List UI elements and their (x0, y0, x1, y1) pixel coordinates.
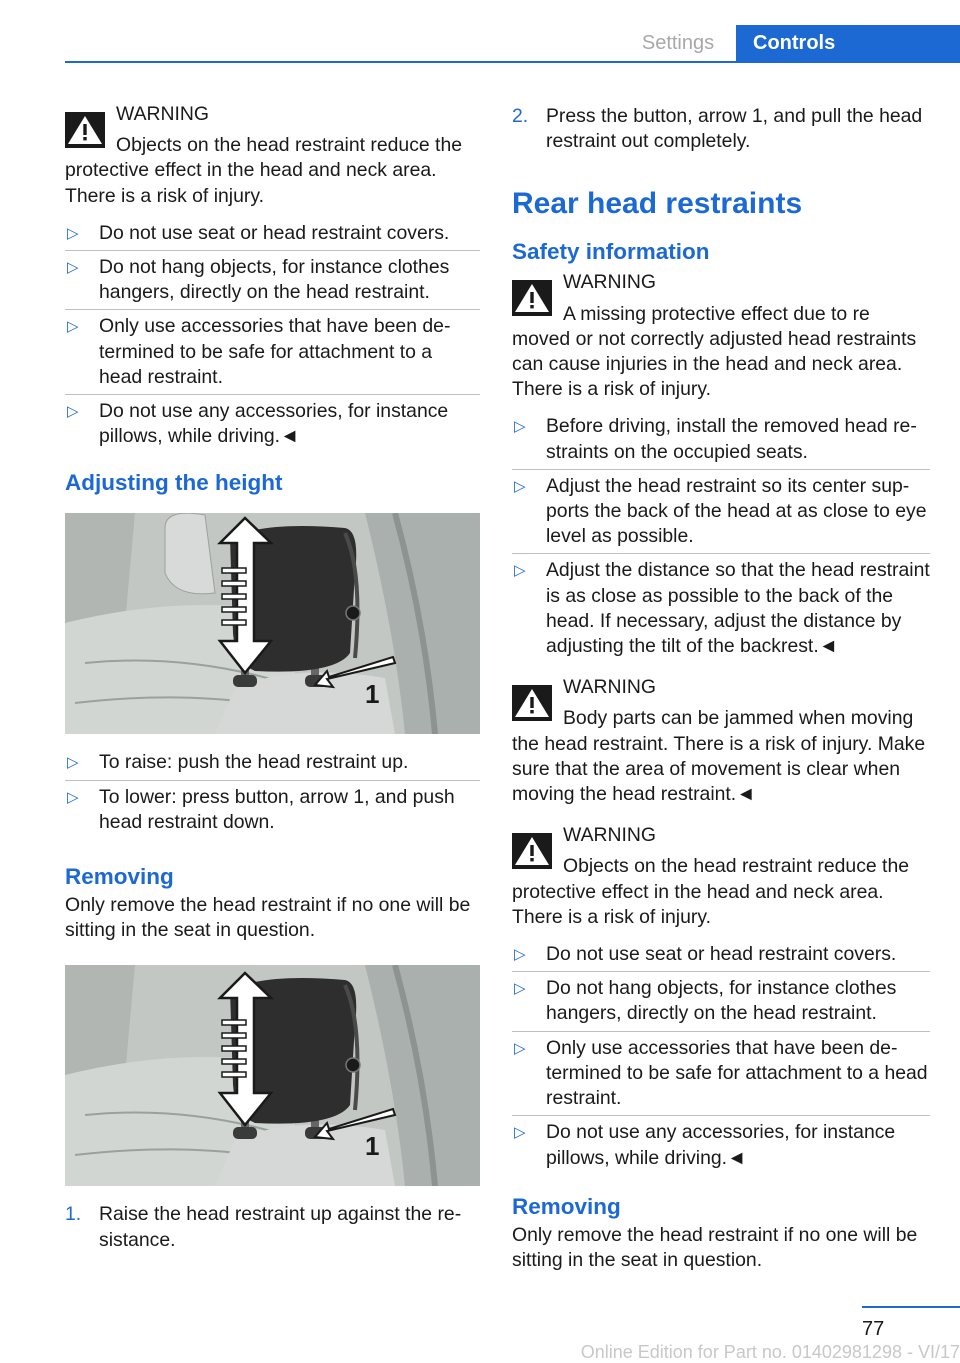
list-item-text: Before driving, install the removed head restraints on the occupied seats. (546, 415, 917, 463)
warning-text: protective effect in the head and neck area. There is a risk of injury. (65, 159, 437, 207)
triangle-bullet-icon: ▷ (514, 1124, 526, 1142)
adjust-list (65, 746, 480, 839)
section-heading: Safety information (512, 239, 710, 265)
page-number: 77 (862, 1318, 885, 1340)
head-restraint-figure (65, 965, 480, 1186)
section-heading: Removing (512, 1193, 621, 1219)
list-item (65, 1198, 480, 1256)
body-text: Only remove the head restraint if no one will be sitting in the seat in question. (65, 894, 471, 942)
list-item-text: Do not use seat or head restraint covers. (546, 943, 897, 966)
triangle-bullet-icon: ▷ (514, 980, 526, 998)
list-item (512, 1116, 930, 1174)
triangle-bullet-icon: ▷ (67, 318, 79, 336)
warning-triangle-icon (512, 280, 552, 316)
list-item-text: Do not use seat or head restraint covers. (99, 221, 450, 244)
footer-rule (862, 1306, 960, 1308)
warning-title: WARNING (563, 271, 656, 294)
figure-callout-label: 1 (365, 1131, 380, 1162)
warning-block (512, 270, 930, 402)
body-text: Only remove the head restraint if no one will be sitting in the seat in question. (512, 1223, 918, 1271)
section-heading: Adjusting the height (65, 470, 283, 496)
list-item (65, 217, 480, 251)
list-item (512, 470, 930, 555)
list-item (512, 410, 930, 469)
warning-block (512, 823, 930, 930)
head-restraint-figure (65, 513, 480, 734)
list-item (512, 100, 930, 158)
list-item-text: Do not hang objects, for instance clothes hangers, directly on the head restraint. (546, 977, 897, 1025)
warning-text: Objects on the head restraint reduce the (116, 134, 463, 157)
triangle-bullet-icon: ▷ (514, 1039, 526, 1057)
warning-title: WARNING (563, 824, 656, 847)
warning-text: the head restraint. There is a risk of injury. Make sure that the area of movement is clear when moving the head restraint.◄ (512, 732, 926, 806)
list-item-text: To lower: press button, arrow 1, and push head restraint down. (99, 785, 455, 833)
header-rule (65, 61, 960, 63)
header-section-tab[interactable]: Settings (641, 32, 715, 54)
header-chapter-tab[interactable]: Controls (736, 25, 960, 62)
right-column (512, 100, 930, 1281)
list-item-text: Do not use any accessories, for instance pillows, while driving.◄ (99, 400, 449, 448)
list-item-text: Only use accessories that have been determined to be safe for attachment to a head restraint. (546, 1036, 928, 1110)
warning-text: protective effect in the head and neck area. There is a risk of injury. (512, 880, 884, 928)
warning-block (65, 102, 480, 209)
step-text: Raise the head restraint up against the resistance. (99, 1203, 462, 1251)
warning-text: A missing protective effect due to re (563, 302, 870, 325)
warning-triangle-icon (65, 112, 105, 148)
triangle-bullet-icon: ▷ (67, 224, 79, 242)
list-item (65, 395, 480, 453)
triangle-bullet-icon: ▷ (514, 946, 526, 964)
head-restraint-illustration (65, 513, 480, 734)
list-item (512, 938, 930, 972)
list-item-text: To raise: push the head restraint up. (99, 751, 409, 774)
warning-list (512, 410, 930, 663)
triangle-bullet-icon: ▷ (514, 477, 526, 495)
list-item-text: Adjust the head restraint so its center supports the back of the head at as close to eye level as possible. (546, 474, 927, 548)
triangle-bullet-icon: ▷ (514, 418, 526, 436)
triangle-bullet-icon: ▷ (67, 259, 79, 277)
list-item (512, 972, 930, 1031)
triangle-bullet-icon: ▷ (514, 562, 526, 580)
list-item (65, 781, 480, 839)
warning-text: moved or not correctly adjusted head restraints can cause injuries in the head and neck area. There is a risk of injury. (512, 327, 917, 401)
warning-triangle-icon (512, 833, 552, 869)
triangle-bullet-icon: ▷ (67, 754, 79, 772)
warning-block (512, 675, 930, 807)
list-item-text: Do not hang objects, for instance clothes hangers, directly on the head restraint. (99, 256, 450, 304)
head-restraint-illustration (65, 965, 480, 1186)
list-item-text: Do not use any accessories, for instance pillows, while driving.◄ (546, 1121, 896, 1169)
remove-steps (65, 1198, 480, 1256)
page-header (0, 0, 960, 62)
warning-title: WARNING (563, 676, 656, 699)
figure-callout-label: 1 (365, 679, 380, 710)
list-item (512, 554, 930, 663)
step-number: 1. (65, 1203, 82, 1226)
list-item-text: Only use accessories that have been determined to be safe for attachment to a head restraint. (99, 315, 451, 388)
list-item (512, 1032, 930, 1117)
triangle-bullet-icon: ▷ (67, 788, 79, 806)
left-column (65, 100, 480, 1257)
remove-steps (512, 100, 930, 158)
step-number: 2. (512, 105, 529, 127)
edition-footer: Online Edition for Part no. 01402981298 - VI/17 (580, 1342, 960, 1362)
warning-triangle-icon (512, 685, 552, 721)
warning-title: WARNING (116, 103, 209, 125)
warning-text: Objects on the head restraint reduce the (563, 855, 910, 878)
section-title: Rear head restraints (512, 187, 803, 221)
list-item (65, 746, 480, 780)
list-item (65, 310, 480, 395)
triangle-bullet-icon: ▷ (67, 403, 79, 421)
list-item-text: Adjust the distance so that the head restraint is as close as possible to the back of the head. If necessary, adjust the distance by adjusting the tilt of the backrest.◄ (546, 559, 930, 658)
step-text: Press the button, arrow 1, and pull the head restraint out completely. (546, 105, 923, 153)
warning-list (512, 938, 930, 1175)
section-heading: Removing (65, 864, 174, 890)
list-item (65, 251, 480, 310)
warning-list (65, 217, 480, 454)
warning-text: Body parts can be jammed when moving (563, 707, 914, 730)
